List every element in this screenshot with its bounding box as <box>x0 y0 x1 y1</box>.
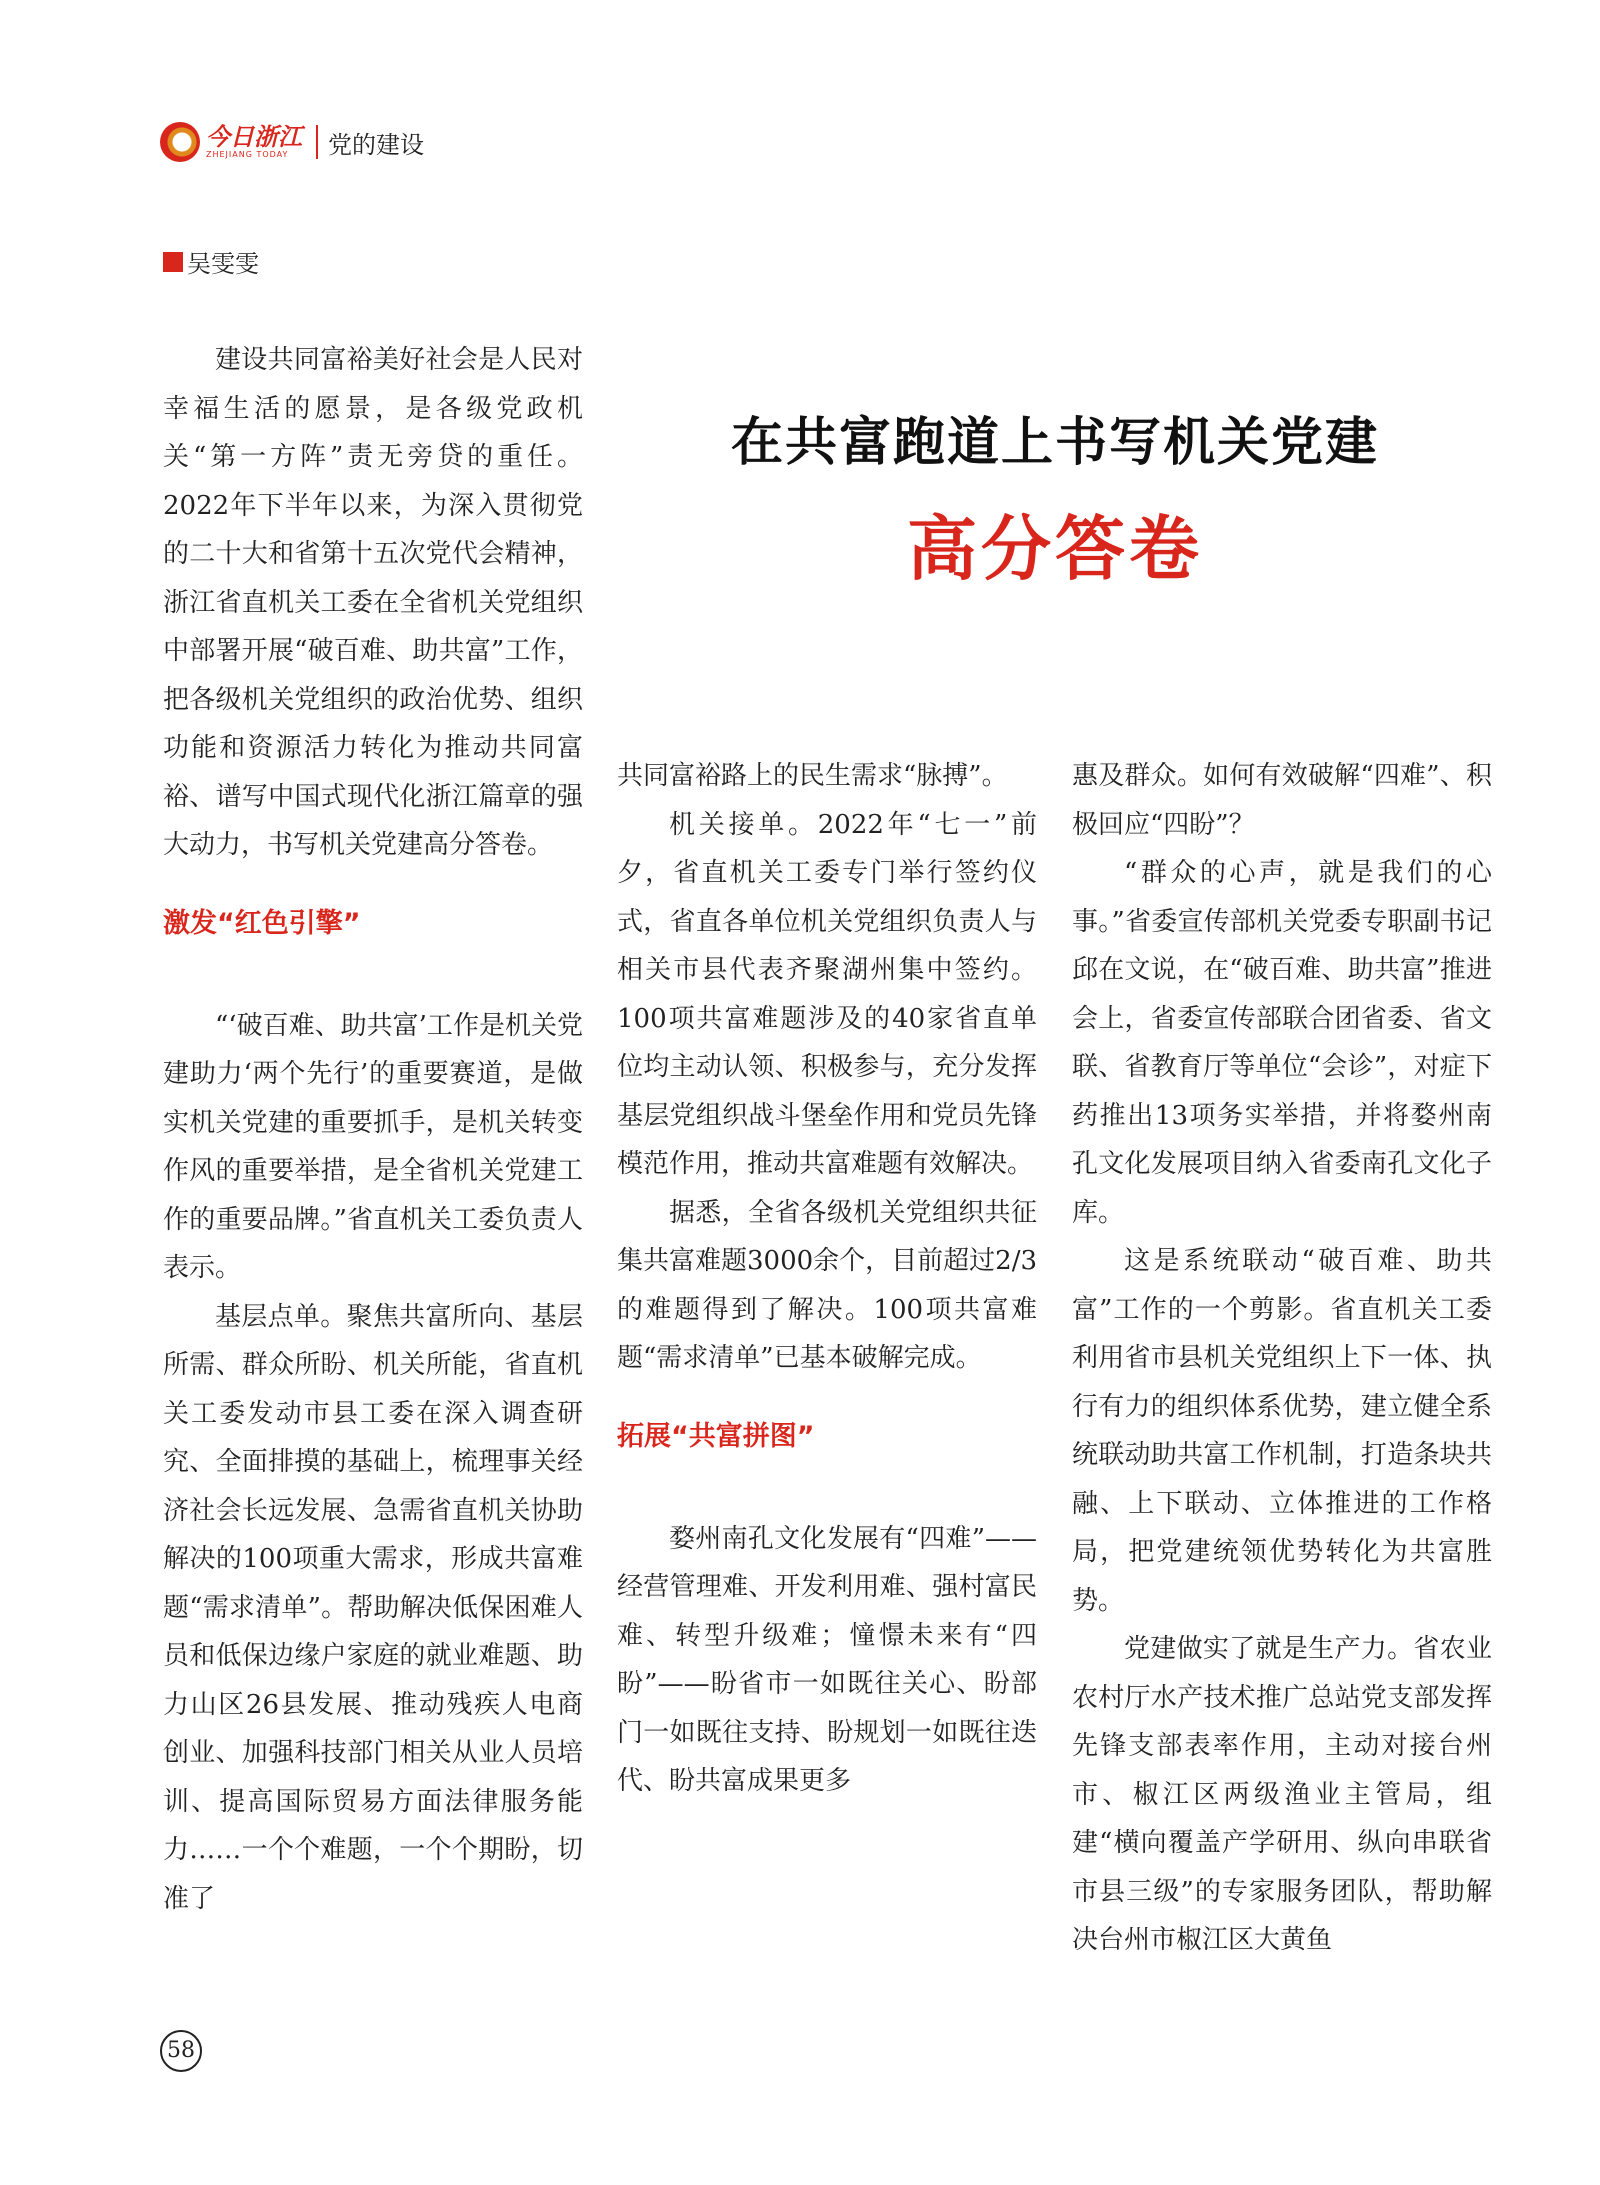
paragraph: “群众的心声，就是我们的心事。”省委宣传部机关党委专职副书记邱在文说，在“破百难、助共富”推进会上，省委宣传部联合团省委、省文联、省教育厅等单位“会诊”，对症下药推出13项务实举措，并将婺州南孔文化发展项目纳入省委南孔文化子库。 <box>1072 858 1492 1228</box>
paragraph: 惠及群众。如何有效破解“四难”、积极回应“四盼”？ <box>1072 761 1492 840</box>
page-number: 58 <box>160 2030 202 2072</box>
magazine-header <box>160 118 424 166</box>
title-main: 在共富跑道上书写机关党建 <box>730 412 1379 473</box>
title-sub: 高分答卷 <box>907 508 1203 590</box>
paragraph: 据悉，全省各级机关党组织共征集共富难题3000余个，目前超过2/3的难题得到了解决。100项共富难题“需求清单”已基本破解完成。 <box>617 1197 1038 1373</box>
header-divider <box>316 125 318 159</box>
logo-cn: 今日浙江 <box>206 123 302 151</box>
logo <box>206 125 302 159</box>
author-name: 吴雯雯 <box>187 250 259 278</box>
section-name: 党的建设 <box>328 130 424 159</box>
subheading: 激发“红色引擎” <box>163 907 361 939</box>
logo-icon <box>160 122 200 162</box>
paragraph: 共同富裕路上的民生需求“脉搏”。 <box>617 761 1008 791</box>
subheading: 拓展“共富拼图” <box>617 1420 815 1452</box>
logo-en: ZHEJIANG TODAY <box>206 150 289 159</box>
column-3 <box>1072 752 1492 1965</box>
column-1 <box>163 336 583 1923</box>
paragraph: 机关接单。2022年“七一”前夕，省直机关工委专门举行签约仪式，省直各单位机关党组织负责人与相关市县代表齐聚湖州集中签约。100项共富难题涉及的40家省直单位均主动认领、积极参与，充分发挥基层党组织战斗堡垒作用和党员先锋模范作用，推动共富难题有效解决。 <box>617 809 1037 1179</box>
author-marker-icon <box>163 252 183 272</box>
article-title <box>660 400 1450 594</box>
paragraph: 婺州南孔文化发展有“四难”——经营管理难、开发利用难、强村富民难、转型升级难；憧憬未来有“四盼”——盼省市一如既往关心、盼部门一如既往支持、盼规划一如既往迭代、盼共富成果更多 <box>617 1523 1037 1796</box>
paragraph: 这是系统联动“破百难、助共富”工作的一个剪影。省直机关工委利用省市县机关党组织上下一体、执行有力的组织体系优势，建立健全系统联动助共富工作机制，打造条块共融、上下联动、立体推进的工作格局，把党建统领优势转化为共富胜势。 <box>1072 1246 1492 1616</box>
paragraph: “‘破百难、助共富’工作是机关党建助力‘两个先行’的重要赛道，是做实机关党建的重要抓手，是机关转变作风的重要举措，是全省机关党建工作的重要品牌。”省直机关工委负责人表示。 <box>163 1010 583 1283</box>
author-line <box>163 244 259 279</box>
paragraph: 基层点单。聚焦共富所向、基层所需、群众所盼、机关所能，省直机关工委发动市县工委在深入调查研究、全面排摸的基础上，梳理事关经济社会长远发展、急需省直机关协助解决的100项重大需求，形成共富难题“需求清单”。帮助解决低保困难人员和低保边缘户家庭的就业难题、助力山区26县发展、推动残疾人电商创业、加强科技部门相关从业人员培训、提高国际贸易方面法律服务能力……一个个难题，一个个期盼，切准了 <box>163 1301 583 1914</box>
paragraph: 建设共同富裕美好社会是人民对幸福生活的愿景，是各级党政机关“第一方阵”责无旁贷的重任。2022年下半年以来，为深入贯彻党的二十大和省第十五次党代会精神，浙江省直机关工委在全省机关党组织中部署开展“破百难、助共富”工作，把各级机关党组织的政治优势、组织功能和资源活力转化为推动共同富裕、谱写中国式现代化浙江篇章的强大动力，书写机关党建高分答卷。 <box>163 345 583 860</box>
column-2 <box>617 752 1037 1806</box>
paragraph: 党建做实了就是生产力。省农业农村厅水产技术推广总站党支部发挥先锋支部表率作用，主动对接台州市、椒江区两级渔业主管局，组建“横向覆盖产学研用、纵向串联省市县三级”的专家服务团队，帮助解决台州市椒江区大黄鱼 <box>1072 1634 1492 1955</box>
